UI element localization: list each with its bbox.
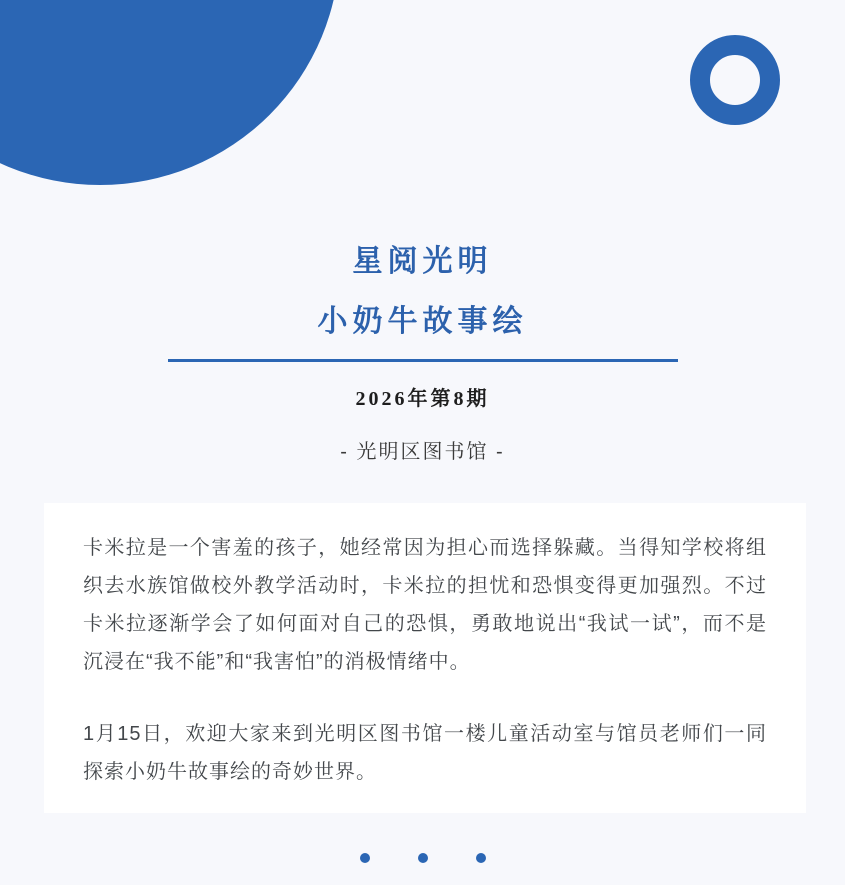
invitation-paragraph: 1月15日，欢迎大家来到光明区图书馆一楼儿童活动室与馆员老师们一同探索小奶牛故事绘的奇妙世界。	[83, 723, 767, 783]
pagination-dot[interactable]	[418, 853, 428, 863]
title-divider	[168, 359, 678, 362]
header	[0, 245, 845, 464]
corner-circle-decoration	[0, 0, 340, 185]
ring-icon	[690, 35, 780, 125]
pagination-dot[interactable]	[476, 853, 486, 863]
page-title: 星阅光明	[352, 245, 493, 278]
organization-name: - 光明区图书馆 -	[340, 441, 505, 463]
story-paragraph: 卡米拉是一个害羞的孩子，她经常因为担心而选择躲藏。当得知学校将组织去水族馆做校外教学活动时，卡米拉的担忧和恐惧变得更加强烈。不过卡米拉逐渐学会了如何面对自己的恐惧，勇敢地说出“我试一试”，而不是沉浸在“我不能”和“我害怕”的消极情绪中。	[83, 537, 767, 673]
page-subtitle: 小奶牛故事绘	[317, 305, 528, 338]
pagination-dots	[0, 853, 845, 863]
content-card	[44, 503, 806, 813]
issue-number: 2026年第8期	[355, 388, 490, 410]
pagination-dot[interactable]	[360, 853, 370, 863]
